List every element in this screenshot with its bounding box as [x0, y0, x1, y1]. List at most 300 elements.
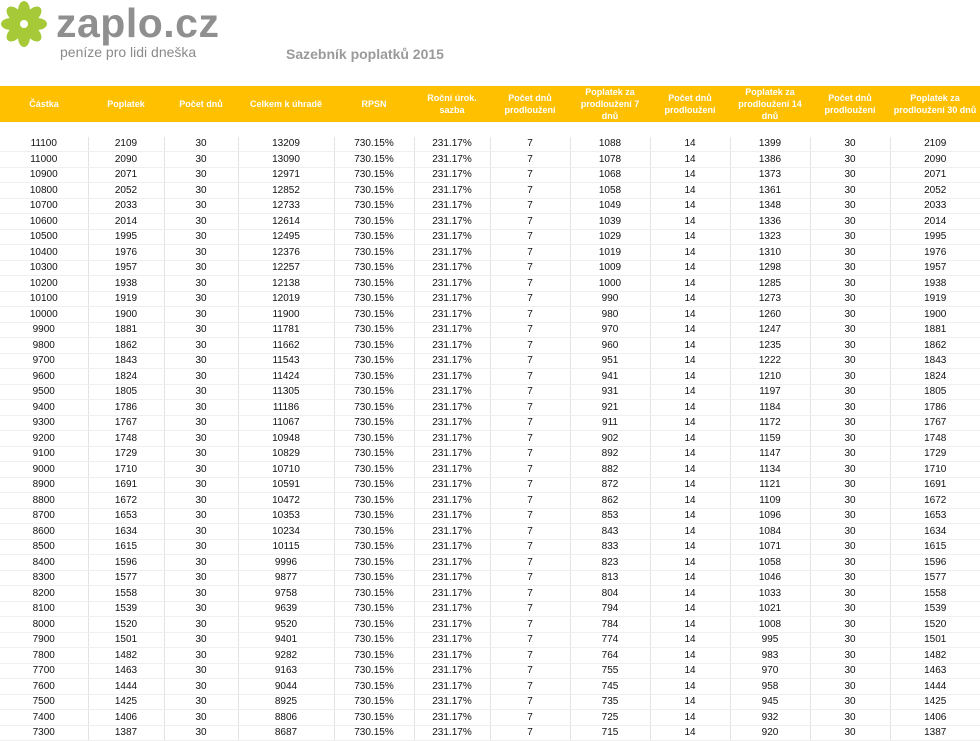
table-cell: 730.15%: [334, 648, 414, 664]
table-cell: 10200: [0, 276, 88, 292]
table-cell: 730.15%: [334, 322, 414, 338]
table-cell: 980: [570, 307, 650, 323]
table-cell: 1399: [730, 137, 810, 152]
table-cell: 9200: [0, 431, 88, 447]
table-cell: 730.15%: [334, 462, 414, 478]
table-cell: 730.15%: [334, 214, 414, 230]
table-body: [0, 122, 980, 741]
table-cell: 231.17%: [414, 617, 490, 633]
table-cell: 1444: [890, 679, 980, 695]
table-cell: 231.17%: [414, 679, 490, 695]
table-cell: 30: [164, 710, 238, 726]
table-cell: 30: [810, 369, 890, 385]
table-cell: 9163: [238, 663, 334, 679]
table-cell: 730.15%: [334, 694, 414, 710]
table-cell: 730.15%: [334, 291, 414, 307]
table-row: [0, 415, 980, 431]
table-cell: 14: [650, 648, 730, 664]
table-cell: 745: [570, 679, 650, 695]
table-cell: 8300: [0, 570, 88, 586]
table-cell: 1273: [730, 291, 810, 307]
table-cell: 30: [164, 477, 238, 493]
table-cell: 958: [730, 679, 810, 695]
table-cell: 11000: [0, 152, 88, 168]
table-cell: 11100: [0, 137, 88, 152]
table-cell: 1235: [730, 338, 810, 354]
table-cell: 2014: [890, 214, 980, 230]
table-cell: 730.15%: [334, 477, 414, 493]
table-row: [0, 137, 980, 152]
table-cell: 725: [570, 710, 650, 726]
table-cell: 730.15%: [334, 307, 414, 323]
table-cell: 7: [490, 725, 570, 741]
table-cell: 7800: [0, 648, 88, 664]
table-cell: 1615: [88, 539, 164, 555]
table-cell: 9282: [238, 648, 334, 664]
table-cell: 14: [650, 446, 730, 462]
table-cell: 8600: [0, 524, 88, 540]
column-header: Celkem k úhradě: [238, 86, 334, 122]
table-cell: 951: [570, 353, 650, 369]
table-cell: 10948: [238, 431, 334, 447]
table-cell: 30: [810, 679, 890, 695]
table-cell: 1033: [730, 586, 810, 602]
table-cell: 14: [650, 725, 730, 741]
table-cell: 7: [490, 663, 570, 679]
table-cell: 9996: [238, 555, 334, 571]
table-cell: 231.17%: [414, 322, 490, 338]
table-cell: 14: [650, 384, 730, 400]
table-cell: 231.17%: [414, 648, 490, 664]
table-cell: 231.17%: [414, 725, 490, 741]
table-cell: 862: [570, 493, 650, 509]
table-row: [0, 555, 980, 571]
table-cell: 730.15%: [334, 710, 414, 726]
table-cell: 1767: [890, 415, 980, 431]
table-cell: 1615: [890, 539, 980, 555]
table-cell: 12257: [238, 260, 334, 276]
table-cell: 1653: [890, 508, 980, 524]
table-cell: 1710: [890, 462, 980, 478]
table-cell: 9900: [0, 322, 88, 338]
table-cell: 14: [650, 137, 730, 152]
table-row: [0, 586, 980, 602]
table-cell: 30: [810, 260, 890, 276]
table-cell: 2033: [88, 198, 164, 214]
table-cell: 10800: [0, 183, 88, 199]
table-cell: 2109: [890, 137, 980, 152]
column-header: Částka: [0, 86, 88, 122]
table-cell: 823: [570, 555, 650, 571]
table-cell: 30: [810, 229, 890, 245]
column-header: Počet dnů prodloužení: [810, 86, 890, 122]
table-cell: 10100: [0, 291, 88, 307]
table-cell: 7: [490, 307, 570, 323]
table-cell: 730.15%: [334, 555, 414, 571]
table-cell: 730.15%: [334, 431, 414, 447]
table-cell: 14: [650, 431, 730, 447]
table-cell: 14: [650, 415, 730, 431]
table-cell: 1634: [890, 524, 980, 540]
table-cell: 14: [650, 679, 730, 695]
table-cell: 14: [650, 570, 730, 586]
table-cell: 1995: [890, 229, 980, 245]
table-cell: 14: [650, 369, 730, 385]
table-cell: 2071: [890, 167, 980, 183]
table-cell: 30: [810, 508, 890, 524]
table-cell: 7: [490, 462, 570, 478]
table-cell: 1310: [730, 245, 810, 261]
table-cell: 784: [570, 617, 650, 633]
table-row: [0, 694, 980, 710]
table-cell: 730.15%: [334, 229, 414, 245]
table-cell: 14: [650, 493, 730, 509]
table-cell: 231.17%: [414, 260, 490, 276]
table-cell: 14: [650, 601, 730, 617]
table-cell: 231.17%: [414, 229, 490, 245]
table-cell: 231.17%: [414, 477, 490, 493]
table-cell: 1710: [88, 462, 164, 478]
table-row: [0, 229, 980, 245]
table-cell: 7: [490, 369, 570, 385]
table-cell: 14: [650, 307, 730, 323]
table-cell: 7: [490, 338, 570, 354]
table-cell: 2052: [88, 183, 164, 199]
table-cell: 30: [164, 198, 238, 214]
table-cell: 14: [650, 710, 730, 726]
table-cell: 231.17%: [414, 291, 490, 307]
table-cell: 30: [810, 307, 890, 323]
table-cell: 8500: [0, 539, 88, 555]
table-cell: 730.15%: [334, 369, 414, 385]
table-cell: 30: [164, 291, 238, 307]
table-cell: 11424: [238, 369, 334, 385]
table-cell: 730.15%: [334, 183, 414, 199]
table-cell: 1957: [890, 260, 980, 276]
table-cell: 14: [650, 462, 730, 478]
table-row: [0, 276, 980, 292]
table-cell: 1009: [570, 260, 650, 276]
table-cell: 14: [650, 539, 730, 555]
table-cell: 12614: [238, 214, 334, 230]
table-cell: 10472: [238, 493, 334, 509]
table-cell: 730.15%: [334, 338, 414, 354]
table-cell: 730.15%: [334, 137, 414, 152]
table-row: [0, 617, 980, 633]
table-cell: 2090: [88, 152, 164, 168]
table-cell: 945: [730, 694, 810, 710]
table-cell: 30: [810, 415, 890, 431]
table-cell: 1021: [730, 601, 810, 617]
table-row: [0, 570, 980, 586]
table-cell: 9800: [0, 338, 88, 354]
table-cell: 1672: [890, 493, 980, 509]
table-cell: 30: [810, 524, 890, 540]
table-cell: 1029: [570, 229, 650, 245]
table-cell: 30: [810, 477, 890, 493]
table-cell: 30: [164, 663, 238, 679]
table-cell: 1260: [730, 307, 810, 323]
table-cell: 1881: [890, 322, 980, 338]
table-cell: 10000: [0, 307, 88, 323]
table-cell: 30: [164, 570, 238, 586]
table-cell: 13209: [238, 137, 334, 152]
table-cell: 30: [810, 431, 890, 447]
table-cell: 1387: [890, 725, 980, 741]
table-cell: 7: [490, 229, 570, 245]
spacer-row: [0, 122, 980, 137]
table-cell: 853: [570, 508, 650, 524]
table-cell: 730.15%: [334, 663, 414, 679]
table-cell: 8000: [0, 617, 88, 633]
table-cell: 983: [730, 648, 810, 664]
table-cell: 735: [570, 694, 650, 710]
table-cell: 231.17%: [414, 245, 490, 261]
table-cell: 30: [810, 725, 890, 741]
table-cell: 30: [810, 694, 890, 710]
table-cell: 960: [570, 338, 650, 354]
table-cell: 1729: [890, 446, 980, 462]
column-header: Roční úrok. sazba: [414, 86, 490, 122]
table-cell: 231.17%: [414, 694, 490, 710]
table-row: [0, 384, 980, 400]
table-cell: 9500: [0, 384, 88, 400]
table-cell: 1539: [890, 601, 980, 617]
table-cell: 1425: [890, 694, 980, 710]
table-cell: 1824: [890, 369, 980, 385]
table-cell: 30: [164, 276, 238, 292]
table-cell: 8925: [238, 694, 334, 710]
table-cell: 231.17%: [414, 570, 490, 586]
table-cell: 941: [570, 369, 650, 385]
table-cell: 1406: [890, 710, 980, 726]
table-cell: 7: [490, 291, 570, 307]
column-header: Poplatek za prodloužení 7 dnů: [570, 86, 650, 122]
table-row: [0, 508, 980, 524]
table-cell: 30: [164, 648, 238, 664]
table-cell: 1748: [88, 431, 164, 447]
table-cell: 30: [810, 570, 890, 586]
column-header: RPSN: [334, 86, 414, 122]
table-cell: 30: [810, 322, 890, 338]
table-cell: 1938: [890, 276, 980, 292]
table-cell: 30: [810, 245, 890, 261]
table-cell: 30: [810, 276, 890, 292]
table-cell: 14: [650, 229, 730, 245]
table-cell: 1558: [890, 586, 980, 602]
table-cell: 7: [490, 431, 570, 447]
table-row: [0, 183, 980, 199]
table-cell: 730.15%: [334, 415, 414, 431]
table-cell: 932: [730, 710, 810, 726]
table-cell: 30: [164, 446, 238, 462]
table-cell: 730.15%: [334, 508, 414, 524]
table-cell: 7: [490, 214, 570, 230]
table-cell: 7: [490, 493, 570, 509]
table-cell: 730.15%: [334, 400, 414, 416]
table-cell: 14: [650, 694, 730, 710]
table-cell: 1172: [730, 415, 810, 431]
table-cell: 231.17%: [414, 524, 490, 540]
table-cell: 30: [164, 245, 238, 261]
table-cell: 11186: [238, 400, 334, 416]
table-cell: 14: [650, 555, 730, 571]
table-cell: 1862: [88, 338, 164, 354]
table-cell: 10353: [238, 508, 334, 524]
table-cell: 30: [164, 229, 238, 245]
table-cell: 774: [570, 632, 650, 648]
table-row: [0, 648, 980, 664]
table-cell: 231.17%: [414, 183, 490, 199]
table-cell: 30: [164, 539, 238, 555]
table-cell: 30: [164, 725, 238, 741]
table-cell: 1691: [890, 477, 980, 493]
table-cell: 14: [650, 400, 730, 416]
table-cell: 10700: [0, 198, 88, 214]
table-cell: 30: [164, 462, 238, 478]
table-cell: 1482: [890, 648, 980, 664]
table-row: [0, 214, 980, 230]
table-cell: 231.17%: [414, 198, 490, 214]
table-cell: 14: [650, 353, 730, 369]
table-cell: 1078: [570, 152, 650, 168]
table-cell: 1247: [730, 322, 810, 338]
table-cell: 1109: [730, 493, 810, 509]
table-cell: 10500: [0, 229, 88, 245]
table-cell: 1729: [88, 446, 164, 462]
table-cell: 8806: [238, 710, 334, 726]
table-cell: 1539: [88, 601, 164, 617]
table-cell: 1197: [730, 384, 810, 400]
table-cell: 30: [810, 601, 890, 617]
table-cell: 30: [810, 152, 890, 168]
table-cell: 1501: [88, 632, 164, 648]
table-cell: 30: [164, 322, 238, 338]
table-cell: 12376: [238, 245, 334, 261]
table-cell: 30: [164, 183, 238, 199]
table-cell: 231.17%: [414, 338, 490, 354]
table-cell: 7: [490, 353, 570, 369]
table-cell: 30: [164, 617, 238, 633]
table-cell: 14: [650, 152, 730, 168]
table-cell: 1881: [88, 322, 164, 338]
table-row: [0, 679, 980, 695]
table-cell: 1406: [88, 710, 164, 726]
table-cell: 12852: [238, 183, 334, 199]
table-cell: 2033: [890, 198, 980, 214]
table-cell: 1596: [890, 555, 980, 571]
table-cell: 30: [810, 632, 890, 648]
table-cell: 1361: [730, 183, 810, 199]
table-cell: 7: [490, 384, 570, 400]
table-cell: 30: [810, 291, 890, 307]
table-cell: 7: [490, 198, 570, 214]
table-cell: 1387: [88, 725, 164, 741]
table-cell: 9600: [0, 369, 88, 385]
table-cell: 14: [650, 477, 730, 493]
table-cell: 2109: [88, 137, 164, 152]
table-cell: 1938: [88, 276, 164, 292]
table-cell: 30: [164, 694, 238, 710]
table-cell: 231.17%: [414, 462, 490, 478]
table-cell: 1919: [890, 291, 980, 307]
table-cell: 1501: [890, 632, 980, 648]
table-cell: 30: [164, 338, 238, 354]
table-cell: 1634: [88, 524, 164, 540]
table-cell: 730.15%: [334, 725, 414, 741]
table-cell: 1596: [88, 555, 164, 571]
table-cell: 12971: [238, 167, 334, 183]
table-cell: 7: [490, 694, 570, 710]
table-cell: 231.17%: [414, 369, 490, 385]
table-cell: 813: [570, 570, 650, 586]
table-cell: 7: [490, 137, 570, 152]
table-cell: 11067: [238, 415, 334, 431]
table-cell: 9300: [0, 415, 88, 431]
table-row: [0, 353, 980, 369]
table-cell: 715: [570, 725, 650, 741]
table-cell: 1919: [88, 291, 164, 307]
column-header: Počet dnů: [164, 86, 238, 122]
table-cell: 970: [570, 322, 650, 338]
table-cell: 911: [570, 415, 650, 431]
table-cell: 730.15%: [334, 632, 414, 648]
table-cell: 7: [490, 648, 570, 664]
flower-logo-icon: [0, 0, 48, 48]
table-cell: 30: [810, 384, 890, 400]
table-cell: 730.15%: [334, 446, 414, 462]
table-cell: 30: [810, 586, 890, 602]
table-row: [0, 400, 980, 416]
table-cell: 30: [810, 400, 890, 416]
table-cell: 9700: [0, 353, 88, 369]
table-cell: 1049: [570, 198, 650, 214]
table-cell: 14: [650, 508, 730, 524]
table-cell: 14: [650, 260, 730, 276]
table-row: [0, 663, 980, 679]
table-row: [0, 539, 980, 555]
table-cell: 1748: [890, 431, 980, 447]
table-cell: 14: [650, 322, 730, 338]
table-cell: 970: [730, 663, 810, 679]
table-cell: 14: [650, 617, 730, 633]
table-cell: 730.15%: [334, 524, 414, 540]
table-cell: 231.17%: [414, 446, 490, 462]
table-cell: 1767: [88, 415, 164, 431]
table-row: [0, 493, 980, 509]
table-cell: 8900: [0, 477, 88, 493]
table-cell: 231.17%: [414, 276, 490, 292]
table-cell: 804: [570, 586, 650, 602]
table-cell: 1957: [88, 260, 164, 276]
table-cell: 231.17%: [414, 167, 490, 183]
table-cell: 9639: [238, 601, 334, 617]
table-cell: 7: [490, 446, 570, 462]
table-cell: 7400: [0, 710, 88, 726]
table-cell: 30: [164, 555, 238, 571]
table-cell: 231.17%: [414, 400, 490, 416]
table-row: [0, 338, 980, 354]
table-cell: 30: [810, 353, 890, 369]
table-row: [0, 725, 980, 741]
table-cell: 764: [570, 648, 650, 664]
table-row: [0, 245, 980, 261]
table-cell: 7: [490, 167, 570, 183]
table-cell: 30: [810, 137, 890, 152]
table-row: [0, 307, 980, 323]
table-cell: 12138: [238, 276, 334, 292]
table-cell: 10710: [238, 462, 334, 478]
